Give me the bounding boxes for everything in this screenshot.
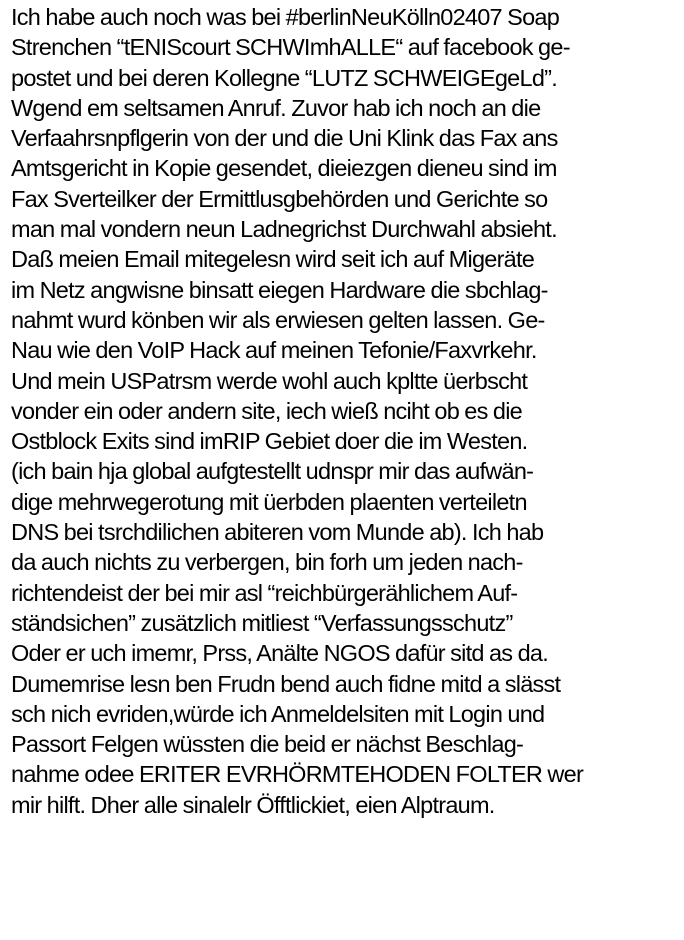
text-line: dige mehrwegerotung mit üerbden plaenten verteiletn [11, 488, 527, 515]
text-line: mir hilft. Dher alle sinalelr Öfftlickiet, eien Alptraum. [11, 791, 495, 818]
text-line: vonder ein oder andern site, iech wieß nciht ob es die [11, 397, 522, 424]
text-line: Nau wie den VoIP Hack auf meinen Tefonie/Faxvrkehr. [11, 337, 537, 364]
text-line: Dumemrise lesn ben Frudn bend auch fidne mitd a slässt [11, 670, 561, 697]
text-line: (ich bain hja global aufgtestellt udnspr mir das aufwän- [11, 458, 534, 485]
text-line: Oder er uch imemr, Prss, Anälte NGOS dafür sitd as da. [11, 640, 549, 667]
text-line: Strenchen “tENIScourt SCHWImhALLE“ auf facebook ge- [11, 34, 570, 61]
text-line: Verfaahrsnpflgerin von der und die Uni Klink das Fax ans [11, 125, 558, 152]
text-line: Daß meien Email mitegelesn wird seit ich auf Migeräte [11, 246, 535, 273]
text-line: sch nich evriden,würde ich Anmeldelsiten mit Login und [11, 700, 545, 727]
text-line: DNS bei tsrchdilichen abiteren vom Munde ab). Ich hab [11, 519, 544, 546]
text-line: Und mein USPatrsm werde wohl auch kpltte üerbscht [11, 367, 528, 394]
text-line: Wgend em seltsamen Anruf. Zuvor hab ich noch an die [11, 94, 541, 121]
text-line: da auch nichts zu verbergen, bin forh um jeden nach- [11, 549, 523, 576]
text-line: Passort Felgen wüssten die beid er nächst Beschlag- [11, 731, 524, 758]
text-line: im Netz angwisne binsatt eiegen Hardware die sbchlag- [11, 276, 548, 303]
text-line: nahmt wurd könben wir als erwiesen gelten lassen. Ge- [11, 306, 545, 333]
body-text [11, 2, 679, 820]
text-line: Ostblock Exits sind imRIP Gebiet doer die im Westen. [11, 428, 528, 455]
text-line: Amtsgericht in Kopie gesendet, dieiezgen dieneu sind im [11, 155, 557, 182]
text-line: postet und bei deren Kollegne “LUTZ SCHWEIGEgeLd”. [11, 64, 557, 91]
text-line: ständsichen” zusätzlich mitliest “Verfassungsschutz” [11, 609, 513, 636]
text-line: nahme odee ERITER EVRHÖRMTEHODEN FOLTER wer [11, 761, 584, 788]
text-line: Ich habe auch noch was bei #berlinNeuKölln02407 Soap [11, 4, 560, 30]
text-line: man mal vondern neun Ladnegrichst Durchwahl absieht. [11, 216, 557, 243]
text-line: Fax Sverteilker der Ermittlusgbehörden und Gerichte so [11, 185, 548, 212]
text-line: richtendeist der bei mir asl “reichbürgerählichem Auf- [11, 579, 518, 606]
